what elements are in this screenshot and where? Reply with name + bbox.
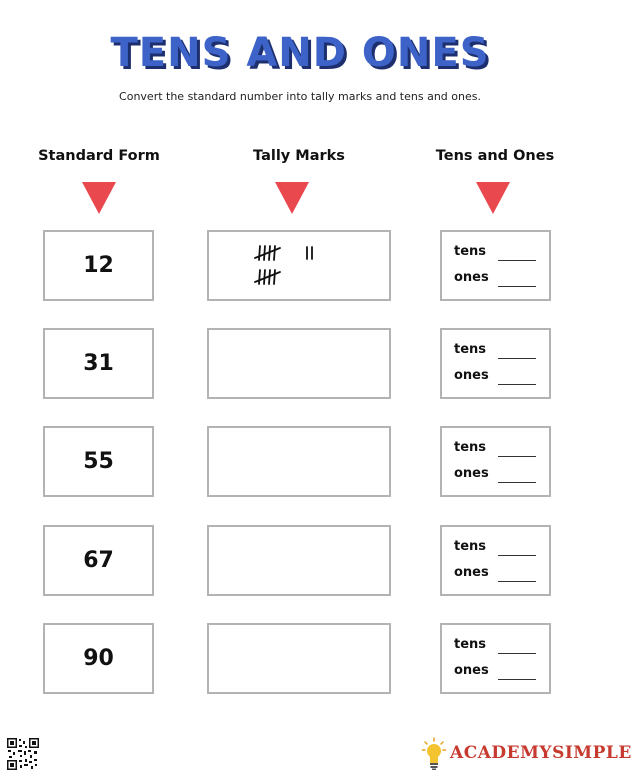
ones-answer-line[interactable] <box>498 679 536 680</box>
tens-label: tens <box>454 342 487 357</box>
tens-answer-line[interactable] <box>498 456 536 457</box>
ones-label: ones <box>454 466 489 481</box>
tens-ones-box <box>440 426 551 497</box>
brand-name: ACADEMYSIMPLE <box>450 743 632 763</box>
ones-label: ones <box>454 565 489 580</box>
tens-ones-box <box>440 623 551 694</box>
ones-answer-line[interactable] <box>498 286 536 287</box>
header-standard-form: Standard Form <box>38 148 160 164</box>
standard-number-box: 31 <box>43 328 154 399</box>
tens-label: tens <box>454 440 487 455</box>
tens-answer-line[interactable] <box>498 653 536 654</box>
ones-answer-line[interactable] <box>498 482 536 483</box>
tally-marks-box[interactable] <box>207 525 391 596</box>
tens-answer-line[interactable] <box>498 358 536 359</box>
page-title: TENS AND ONES <box>110 30 490 76</box>
tally-marks-box[interactable] <box>207 328 391 399</box>
tally-marks-box[interactable] <box>207 623 391 694</box>
tens-answer-line[interactable] <box>498 555 536 556</box>
brand-logo <box>422 737 632 771</box>
lightbulb-icon <box>422 737 446 771</box>
ones-answer-line[interactable] <box>498 384 536 385</box>
down-arrow-icon <box>82 182 116 214</box>
tens-ones-box <box>440 230 551 301</box>
ones-answer-line[interactable] <box>498 581 536 582</box>
tally-marks-box[interactable] <box>207 426 391 497</box>
tally-marks-example <box>209 232 393 303</box>
tens-label: tens <box>454 244 487 259</box>
standard-number-box: 12 <box>43 230 154 301</box>
standard-number-box: 55 <box>43 426 154 497</box>
standard-number-box: 67 <box>43 525 154 596</box>
ones-label: ones <box>454 270 489 285</box>
down-arrow-icon <box>275 182 309 214</box>
instructions: Convert the standard number into tally marks and tens and ones. <box>119 90 481 103</box>
ones-label: ones <box>454 663 489 678</box>
header-tally-marks: Tally Marks <box>253 148 345 164</box>
tally-marks-box[interactable] <box>207 230 391 301</box>
tens-label: tens <box>454 539 487 554</box>
down-arrow-icon <box>476 182 510 214</box>
tens-answer-line[interactable] <box>498 260 536 261</box>
tens-label: tens <box>454 637 487 652</box>
tens-ones-box <box>440 328 551 399</box>
tens-ones-box <box>440 525 551 596</box>
qr-code-icon <box>6 737 40 771</box>
ones-label: ones <box>454 368 489 383</box>
standard-number-box: 90 <box>43 623 154 694</box>
header-tens-and-ones: Tens and Ones <box>435 148 555 164</box>
